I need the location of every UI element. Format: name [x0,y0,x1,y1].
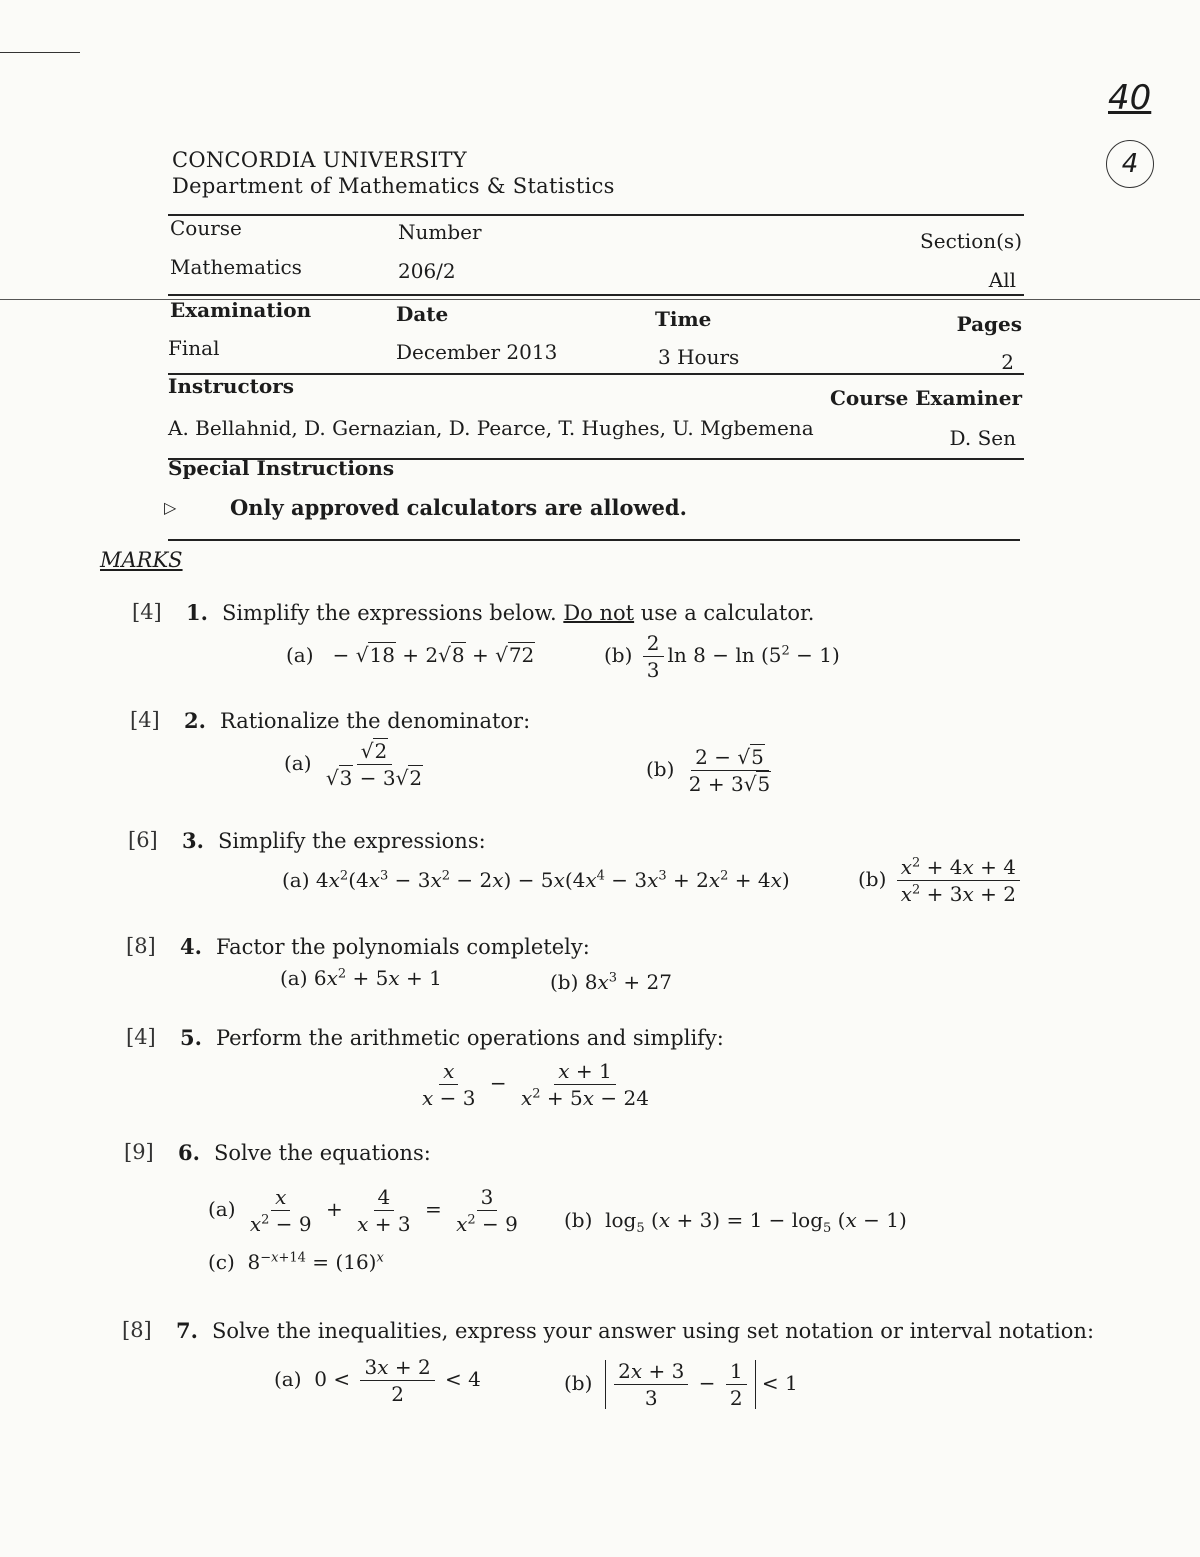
q3-marks: [6] [128,828,158,852]
table-rule-2 [168,294,1024,296]
q6a-expression: (a) $\frac{x}{x^2 - 9}$ + $\frac{4}{x + 3}$ = $\frac{3}{x^2 - 9}$ [208,1185,518,1236]
q6-number: 6. [178,1140,200,1165]
q5-text: Perform the arithmetic operations and simplify: [215,1026,724,1050]
triangle-bullet-icon: ▷ [164,498,177,517]
examiner-label: Course Examiner [830,386,1022,410]
q4-marks: [8] [126,934,156,958]
q3b-expression: (b) $\frac{x^2 + 4x + 4}{x^2 + 3x + 2}$ [858,856,1024,905]
q5-prompt [180,1025,724,1050]
exam-value: Final [168,336,220,360]
q4-text: Factor the polynomials completely: [215,935,590,959]
date-value: December 2013 [396,340,558,364]
q1-text: Simplify the expressions below. [221,601,564,625]
course-value: Mathematics [170,255,302,279]
q7-marks: [8] [122,1318,152,1342]
q7a-expression: (a) 0 < $\frac{3x + 2}{2}$ < 4 [274,1355,481,1406]
q7-text: Solve the inequalities, express your answer using set notation or interval notation: [211,1319,1095,1343]
handwritten-score: 40 [1108,78,1152,118]
q1-emphasis: Do not [563,601,635,625]
q3-number: 3. [182,828,204,853]
q3-text: Simplify the expressions: [217,829,486,853]
exam-label: Examination [170,298,312,322]
q6-prompt [178,1140,431,1165]
table-rule-3 [168,373,1024,375]
q2a-expression: (a) $\frac{√2}{√3 - 3√2}$ [284,739,423,790]
marks-heading: MARKS [100,548,183,572]
q5-number: 5. [180,1025,202,1050]
q4-number: 4. [180,934,202,959]
q6b-expression: (b) $\log_5 (x + 3) = 1 - \log_5 (x - 1)$ [564,1208,907,1236]
date-label: Date [396,302,449,326]
table-rule-1 [168,214,1024,216]
q7-prompt [176,1318,1094,1343]
q7b-expression: (b) $\frac{2x + 3}{3}$ − $\frac{1}{2}$ < 1 [564,1359,798,1410]
q1-number: 1. [186,600,208,625]
q1-marks: [4] [132,600,162,624]
q2b-expression: (b) $\frac{2 - √5}{2 + 3√5}$ [646,745,771,796]
q1a-expression: (a) − √18 + 2√8 + √72 [286,643,535,667]
examiner-value: D. Sen [949,426,1016,450]
table-rule-5 [168,539,1020,541]
q4a-expression: (a) $6x^2 + 5x + 1$ [280,966,442,990]
q4b-expression: (b) $8x^3 + 27$ [550,970,672,994]
number-value: 206/2 [398,259,456,283]
q4-prompt [180,934,590,959]
department-name: Department of Mathematics & Statistics [172,174,615,198]
q6c-expression: (c) $8^{-x+14} = (16)^x$ [208,1250,384,1274]
q1b-expression: (b) $\frac{2}{3}$ $\ln 8 - \ln (5^2 - 1)$ [604,631,840,682]
course-label: Course [170,216,242,240]
sections-value: All [988,268,1016,292]
pages-value: 2 [1001,350,1014,374]
margin-mark [0,52,80,53]
special-label: Special Instructions [168,456,395,480]
q6-marks: [9] [124,1140,154,1164]
q2-prompt [184,708,530,733]
q1-text-end: use a calculator. [634,601,815,625]
time-label: Time [655,307,712,331]
sections-label: Section(s) [920,229,1022,253]
q5-expression: $\frac{x}{x - 3}$ − $\frac{x + 1}{x^2 + 5x - 24}$ [422,1059,649,1110]
q2-marks: [4] [130,708,160,732]
instructors-label: Instructors [168,374,295,398]
instructors-value: A. Bellahnid, D. Gernazian, D. Pearce, T. Hughes, U. Mgbemena [168,416,814,440]
pages-label: Pages [956,312,1022,336]
q6-text: Solve the equations: [213,1141,431,1165]
number-label: Number [398,220,482,244]
q2-number: 2. [184,708,206,733]
q5-marks: [4] [126,1025,156,1049]
q3a-expression: (a) $4x^2(4x^3 - 3x^2 - 2x) - 5x(4x^4 - 3x^3 + 2x^2 + 4x)$ [282,868,790,892]
time-value: 3 Hours [658,345,740,369]
university-name: CONCORDIA UNIVERSITY [172,148,467,172]
handwritten-page-circle: 4 [1106,140,1154,188]
q3-prompt [182,828,486,853]
q1-prompt [186,600,814,625]
q2-text: Rationalize the denominator: [219,709,531,733]
special-text: Only approved calculators are allowed. [230,495,687,520]
q7-number: 7. [176,1318,198,1343]
